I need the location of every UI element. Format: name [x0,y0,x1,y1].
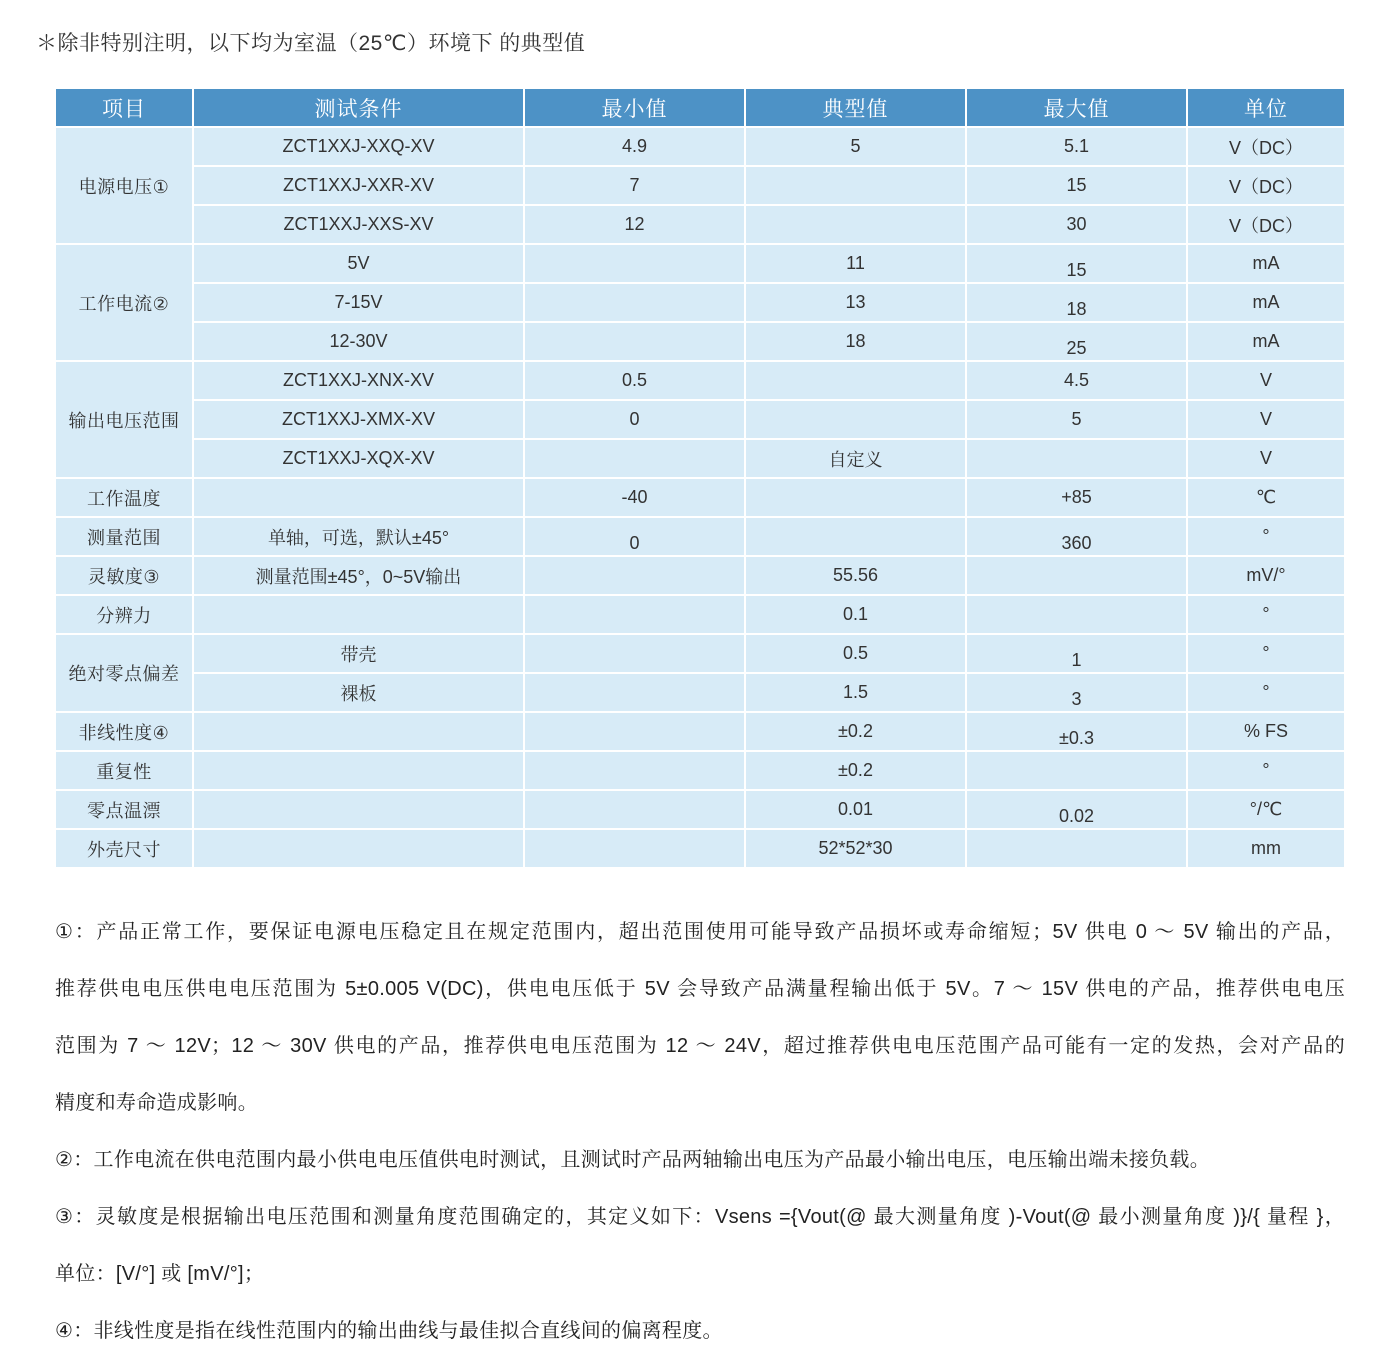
unit-cell [1187,400,1345,439]
typical-cell-text: 52*52*30 [818,838,893,858]
unit-cell [1187,361,1345,400]
footnote-2 [55,1132,1345,1189]
spec-row [55,556,1345,595]
min-cell [524,673,745,712]
condition-cell [193,712,524,751]
min-cell-text: 12 [624,214,645,234]
spec-row [55,751,1345,790]
max-cell [966,478,1187,517]
min-cell [524,244,745,283]
max-cell [966,751,1187,790]
col-header-condition: 测试条件 [193,88,524,127]
typical-cell-text: 0.1 [842,604,869,624]
spec-row [55,283,1345,322]
item-label: 工作电流② [78,293,170,314]
item-cell [55,517,193,556]
item-label: 绝对零点偏差 [68,664,180,684]
condition-cell [193,751,524,790]
typical-cell [745,673,966,712]
condition-cell-text: 12-30V [329,331,388,351]
condition-cell [193,478,524,517]
min-cell [524,322,745,361]
max-cell [966,283,1187,322]
unit-cell [1187,439,1345,478]
typical-cell [745,244,966,283]
condition-cell [193,829,524,868]
typical-cell-text: ±0.2 [838,760,873,780]
unit-cell [1187,673,1345,712]
typical-cell [745,322,966,361]
item-label: 重复性 [96,761,152,782]
typical-cell [745,634,966,673]
unit-cell-text: ° [1262,604,1270,624]
max-cell [966,673,1187,712]
max-cell-text: 25 [1066,338,1087,358]
typical-cell [745,712,966,751]
max-cell [966,166,1187,205]
item-cell [55,751,193,790]
max-cell-text: 0.02 [1058,806,1095,826]
condition-cell [193,673,524,712]
typical-cell [745,439,966,478]
unit-cell-text: V（DC） [1228,137,1303,158]
typical-cell [745,556,966,595]
condition-cell [193,400,524,439]
max-cell [966,595,1187,634]
condition-cell [193,166,524,205]
max-cell [966,439,1187,478]
max-cell [966,556,1187,595]
unit-cell-text: mA [1252,331,1280,351]
footnote-1-line: ①：产品正常工作，要保证电源电压稳定且在规定范围内，超出范围使用可能导致产品损坏或寿命缩短；5V 供电 0 ～ 5V 输出的产品， [55,921,1345,943]
typical-cell-text: 自定义 [828,449,883,470]
item-label: 电源电压① [78,176,170,197]
unit-cell-text: V [1259,448,1272,468]
unit-cell-text: V（DC） [1228,215,1303,236]
spec-row [55,361,1345,400]
condition-cell-text: ZCT1XXJ-XXR-XV [282,175,435,195]
max-cell-text: 360 [1061,533,1092,553]
item-cell [55,478,193,517]
min-cell [524,517,745,556]
min-cell [524,595,745,634]
typical-cell [745,829,966,868]
condition-cell-text: 单轴，可选，默认±45° [267,527,450,548]
min-cell [524,361,745,400]
typical-cell [745,751,966,790]
item-label: 外壳尺寸 [87,839,161,860]
typical-cell [745,205,966,244]
condition-cell [193,517,524,556]
item-cell [55,634,193,712]
spec-row [55,673,1345,712]
max-cell [966,205,1187,244]
min-cell [524,790,745,829]
unit-cell [1187,283,1345,322]
min-cell [524,166,745,205]
max-cell [966,400,1187,439]
unit-cell-text: mA [1252,292,1280,312]
spec-table-header [55,88,1345,127]
col-header-item: 项目 [55,88,193,127]
typical-cell-text: 18 [845,331,866,351]
unit-cell [1187,712,1345,751]
min-cell [524,439,745,478]
condition-cell-text: ZCT1XXJ-XXQ-XV [282,136,435,156]
max-cell-text: 5.1 [1063,136,1090,156]
max-cell [966,244,1187,283]
typical-cell [745,478,966,517]
condition-cell-text: 带壳 [340,644,377,665]
typical-cell-text: ±0.2 [838,721,873,741]
item-cell [55,361,193,478]
footnote-3 [55,1189,1345,1303]
condition-cell-text: 5V [347,253,370,273]
typical-cell-text: 1.5 [842,682,869,702]
unit-cell-text: ° [1262,526,1270,546]
unit-cell-text: ° [1262,643,1270,663]
min-cell [524,829,745,868]
min-cell-text: 7 [629,175,640,195]
min-cell [524,205,745,244]
typical-cell [745,166,966,205]
spec-row [55,478,1345,517]
item-cell [55,556,193,595]
min-cell [524,712,745,751]
condition-cell [193,283,524,322]
unit-cell-text: ° [1262,682,1270,702]
item-label: 输出电压范围 [68,410,180,431]
max-cell [966,517,1187,556]
unit-cell [1187,244,1345,283]
spec-table-body [55,127,1345,868]
unit-cell [1187,166,1345,205]
item-label: 零点温漂 [87,800,161,821]
spec-table [55,88,1345,868]
unit-cell-text: mm [1251,838,1281,858]
min-cell [524,556,745,595]
min-cell [524,283,745,322]
spec-row [55,595,1345,634]
unit-cell [1187,634,1345,673]
col-header-min: 最小值 [524,88,745,127]
col-header-typical: 典型值 [745,88,966,127]
unit-cell [1187,478,1345,517]
condition-cell [193,790,524,829]
item-cell [55,595,193,634]
col-header-max: 最大值 [966,88,1187,127]
max-cell-text: 4.5 [1063,370,1090,390]
max-cell-text: 3 [1071,689,1082,709]
max-cell [966,790,1187,829]
max-cell [966,829,1187,868]
condition-cell [193,556,524,595]
unit-cell [1187,829,1345,868]
max-cell-text: +85 [1061,487,1092,507]
typical-cell [745,517,966,556]
footnote-3-line: 单位：[V/°] 或 [mV/°]； [55,1263,265,1285]
spec-row [55,166,1345,205]
header-row [55,88,1345,127]
unit-cell [1187,517,1345,556]
item-label: 分辨力 [96,605,152,626]
footnote-1-line: 范围为 7 ～ 12V；12 ～ 30V 供电的产品，推荐供电电压范围为 12 ～ 24V，超过推荐供电电压范围产品可能有一定的发热，会对产品的 [55,1035,1345,1057]
min-cell [524,478,745,517]
max-cell [966,634,1187,673]
unit-cell [1187,751,1345,790]
condition-cell [193,595,524,634]
spec-row [55,127,1345,166]
spec-row [55,790,1345,829]
spec-row [55,829,1345,868]
condition-cell [193,127,524,166]
condition-cell-text: ZCT1XXJ-XNX-XV [282,370,435,390]
spec-sheet-page [0,30,1400,1360]
unit-cell-text: V（DC） [1228,176,1303,197]
item-cell [55,127,193,244]
spec-row [55,400,1345,439]
unit-cell [1187,127,1345,166]
typical-cell-text: 5 [850,136,861,156]
typical-cell [745,361,966,400]
condition-cell [193,361,524,400]
spec-row [55,244,1345,283]
room-temp-note: ＊除非特别注明，以下均为室温（25℃）环境下 的典型值 [36,32,586,55]
typical-cell-text: 0.5 [842,643,869,663]
condition-cell [193,322,524,361]
item-label: 非线性度④ [78,722,170,743]
condition-cell [193,244,524,283]
item-label: 测量范围 [87,527,161,548]
spec-row [55,634,1345,673]
min-cell-text: -40 [621,487,648,507]
spec-row [55,517,1345,556]
min-cell [524,400,745,439]
max-cell-text: 18 [1066,299,1087,319]
min-cell-text: 0 [629,409,640,429]
footnote-1-line: 推荐供电电压供电电压范围为 5±0.005 V(DC)，供电电压低于 5V 会导致产品满量程输出低于 5V。7 ～ 15V 供电的产品，推荐供电电压 [55,978,1345,1000]
unit-cell-text: V [1259,370,1272,390]
item-cell [55,712,193,751]
typical-cell-text: 55.56 [832,565,879,585]
footnote-1-line: 精度和寿命造成影响。 [55,1092,258,1114]
max-cell [966,127,1187,166]
max-cell-text: 1 [1071,650,1082,670]
footnote-4-line: ④：非线性度是指在线性范围内的输出曲线与最佳拟合直线间的偏离程度。 [55,1320,723,1342]
min-cell-text: 0 [629,533,640,553]
footnote-2-line: ②：工作电流在供电范围内最小供电电压值供电时测试，且测试时产品两轴输出电压为产品最小输出电压，电压输出端未接负载。 [55,1149,1211,1171]
spec-row [55,712,1345,751]
max-cell-text: 30 [1066,214,1087,234]
col-header-unit: 单位 [1187,88,1345,127]
footnotes [55,904,1345,1360]
spec-row [55,439,1345,478]
max-cell-text: ±0.3 [1059,728,1094,748]
max-cell-text: 15 [1066,175,1087,195]
typical-cell-text: 0.01 [837,799,874,819]
min-cell [524,751,745,790]
typical-cell-text: 13 [845,292,866,312]
typical-cell [745,790,966,829]
item-cell [55,244,193,361]
spec-row [55,205,1345,244]
unit-cell [1187,205,1345,244]
min-cell-text: 4.9 [621,136,648,156]
max-cell [966,712,1187,751]
unit-cell-text: ° [1262,760,1270,780]
unit-cell-text: mA [1252,253,1280,273]
unit-cell-text: ℃ [1255,487,1277,507]
unit-cell-text: V [1259,409,1272,429]
item-cell [55,829,193,868]
unit-cell [1187,322,1345,361]
max-cell-text: 15 [1066,260,1087,280]
unit-cell [1187,790,1345,829]
condition-cell [193,634,524,673]
item-label: 灵敏度③ [87,566,161,587]
spec-row [55,322,1345,361]
max-cell [966,322,1187,361]
min-cell-text: 0.5 [621,370,648,390]
unit-cell [1187,556,1345,595]
item-cell [55,790,193,829]
max-cell [966,361,1187,400]
condition-cell-text: ZCT1XXJ-XMX-XV [281,409,436,429]
condition-cell-text: 裸板 [340,683,377,704]
typical-cell [745,127,966,166]
unit-cell-text: mV/° [1246,565,1286,585]
unit-cell-text: °/℃ [1249,799,1283,819]
footnote-1 [55,904,1345,1132]
item-label: 工作温度 [87,488,161,509]
condition-cell-text: 7-15V [334,292,383,312]
min-cell [524,634,745,673]
condition-cell-text: ZCT1XXJ-XQX-XV [282,448,435,468]
typical-cell [745,400,966,439]
min-cell [524,127,745,166]
condition-cell [193,205,524,244]
typical-cell-text: 11 [846,253,865,273]
footnote-4 [55,1303,1345,1360]
footnote-3-line: ③：灵敏度是根据输出电压范围和测量角度范围确定的，其定义如下：Vsens ={Vout(@ 最大测量角度 )-Vout(@ 最小测量角度 )}/{ 量程 }， [55,1206,1345,1228]
condition-cell-text: ZCT1XXJ-XXS-XV [283,214,434,234]
condition-cell [193,439,524,478]
condition-cell-text: 测量范围±45°，0~5V输出 [255,566,462,587]
unit-cell-text: % FS [1243,721,1288,741]
typical-cell [745,283,966,322]
typical-cell [745,595,966,634]
max-cell-text: 5 [1071,409,1082,429]
unit-cell [1187,595,1345,634]
